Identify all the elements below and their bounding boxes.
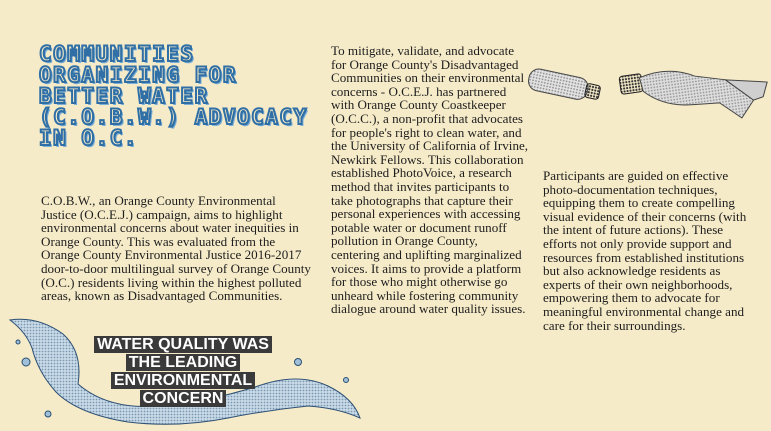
participants-paragraph: Participants are guided on effective photo-documentation techniques, equipping them to create compelling visual evidence of their concerns (with the intent of future actions). These efforts not only provide support and resources from established institutions but also acknowledge residents as experts of their own neighborhoods, empowering them to advocate for meaningful environmental change and care for their surroundings. [543,168,747,333]
intro-paragraph: C.O.B.W., an Orange County Environmental Justice (O.C.E.J.) campaign, aims to highlight environmental concerns about water inequities in Orange County. This was evaluated from the Orange County Environmental Justice 2016-2017 door-to-door multilingual survey of Orange County (O.C.) residents living within the highest polluted areas, known as Disadvantaged Communities. [41,193,311,304]
page-title: COMMUNITIES ORGANIZING FOR BETTER WATER (C.O.B.W.) ADVOCACY IN O.C. [39,42,308,150]
callout-text: WATER QUALITY WAS THE LEADING ENVIRONMENTAL CONCERN [94,336,272,407]
water-quality-callout [90,336,276,408]
partnership-paragraph: To mitigate, validate, and advocate for Orange County's Disadvantaged Communities on their environmental concerns - O.C.E.J. has partnered with Orange County Coastkeeper (O.C.C.), a non-profit that advocates for people's right to clean water, and the University of California of Irvine, Newkirk Fellows. This collaboration established PhotoVoice, a research method that invites participants to take photographs that capture their personal experiences with accessing potable water or document runoff pollution in Orange County, centering and uplifting marginalized voices. It aims to provide a platform for those who might otherwise go unheard while fostering community dialogue around water quality issues. [331,43,529,317]
plastic-bottles-icon [522,64,771,144]
